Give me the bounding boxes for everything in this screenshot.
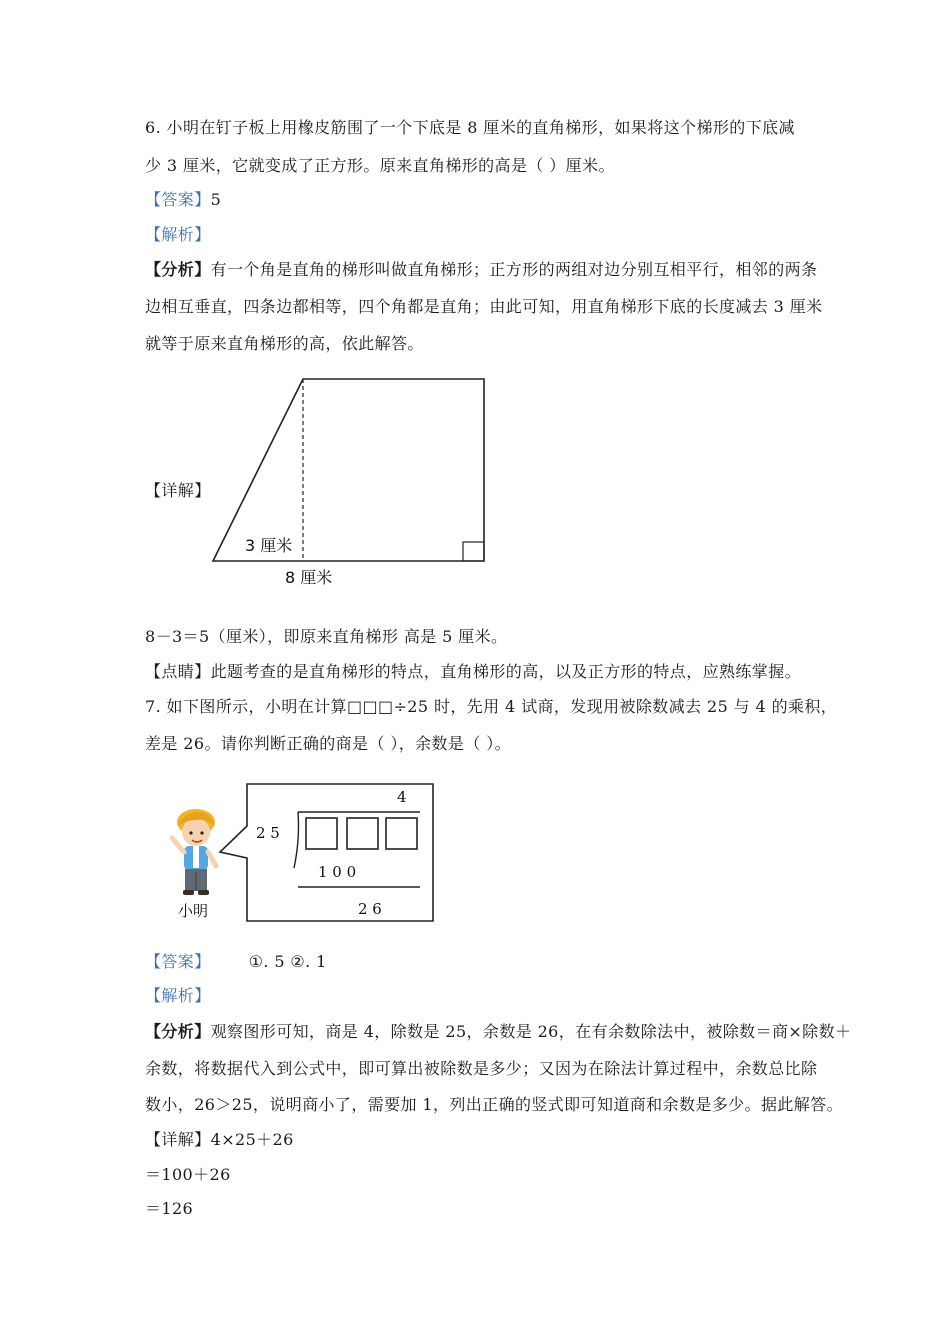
q6-fenxi-tag: 【分析】 — [145, 260, 211, 279]
trapezoid-outline — [213, 379, 484, 561]
remainder-digits: 2 6 — [358, 900, 382, 918]
q6-stem-line1: 6. 小明在钉子板上用橡皮筋围了一个下底是 8 厘米的直角梯形，如果将这个梯形的下底减 — [145, 118, 795, 137]
q6-fenxi-line3: 就等于原来直角梯形的高，依此解答。 — [145, 334, 424, 353]
q6-answer — [145, 190, 221, 210]
q6-detail-tag: 【详解】 — [145, 481, 211, 500]
q7-detail-tag: 【详解】 — [145, 1130, 211, 1149]
q6-analysis-tag: 【解析】 — [145, 225, 211, 244]
q7-answer-values: ①. 5 ②. 1 — [248, 952, 327, 971]
q7-stem-line2: 差是 26。请你判断正确的商是（ ），余数是（ ）。 — [145, 734, 512, 753]
q7-answer-tag: 【答案】 — [145, 952, 211, 971]
q7-stem-line1: 7. 如下图所示，小明在计算□□□÷25 时，先用 4 试商，发现用被除数减去 25 与 4 的乘积， — [145, 697, 838, 716]
q6-fenxi-text1: 有一个角是直角的梯形叫做直角梯形；正方形的两组对边分别互相平行，相邻的两条 — [210, 260, 818, 279]
q7-detail-line1 — [145, 1130, 294, 1150]
q7-answer — [145, 952, 327, 972]
q7-fenxi-tag: 【分析】 — [145, 1022, 211, 1041]
q7-detail-line2: ＝100＋26 — [145, 1165, 231, 1184]
label-8-cm: 8 厘米 — [285, 568, 333, 587]
label-3-cm: 3 厘米 — [245, 536, 293, 555]
q6-calc: 8－3＝5（厘米），即原来直角梯形 高是 5 厘米。 — [145, 627, 508, 646]
q7-fenxi-line3: 数小，26＞25，说明商小了，需要加 1，列出正确的竖式即可知道商和余数是多少。据此解答。 — [145, 1095, 843, 1114]
xiaoming-label: 小明 — [178, 902, 209, 920]
q6-answer-tag: 【答案】 — [145, 190, 211, 209]
q7-analysis-tag: 【解析】 — [145, 986, 211, 1005]
quotient-digit: 4 — [397, 788, 407, 806]
q6-point-text: 此题考查的是直角梯形的特点，直角梯形的高，以及正方形的特点，应熟练掌握。 — [210, 662, 802, 681]
division-figure — [160, 780, 460, 930]
q7-fenxi-line2: 余数，将数据代入到公式中，即可算出被除数是多少；又因为在除法计算过程中，余数总比除 — [145, 1059, 818, 1078]
q6-fenxi-line1 — [145, 260, 817, 280]
q7-fenxi-text1: 观察图形可知，商是 4，除数是 25，余数是 26，在有余数除法中，被除数＝商×除数＋ — [210, 1022, 852, 1041]
product-digits: 1 0 0 — [318, 863, 357, 881]
trapezoid-figure — [205, 372, 505, 592]
xiaoming-avatar — [172, 809, 216, 920]
q7-detail-line3: ＝126 — [145, 1199, 194, 1218]
q7-fenxi-line1 — [145, 1022, 851, 1042]
q6-stem-line2: 少 3 厘米，它就变成了正方形。原来直角梯形的高是（ ）厘米。 — [145, 156, 615, 175]
q6-point — [145, 662, 801, 682]
q6-answer-value: 5 — [210, 190, 222, 209]
q6-fenxi-line2: 边相互垂直，四条边都相等，四个角都是直角；由此可知，用直角梯形下底的长度减去 3 厘米 — [145, 297, 823, 316]
q7-detail-text1: 4×25＋26 — [210, 1130, 294, 1149]
q6-point-tag: 【点睛】 — [145, 662, 211, 681]
divisor-digits: 2 5 — [256, 824, 280, 842]
right-angle-mark — [463, 542, 484, 561]
